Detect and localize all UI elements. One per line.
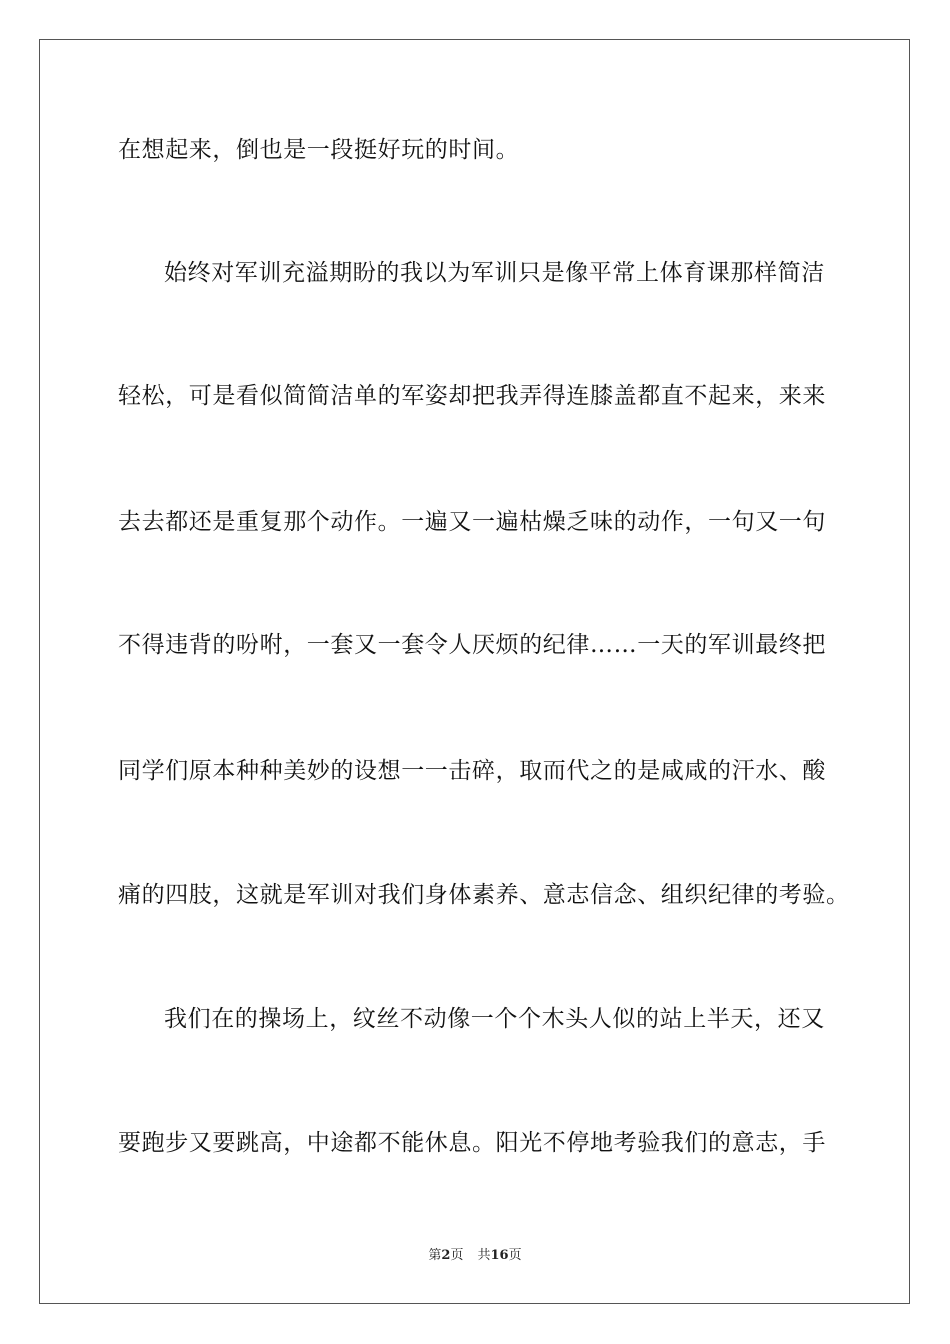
text-line-5: 不得违背的吩咐，一套又一套令人厌烦的纪律……一天的军训最终把 bbox=[118, 632, 826, 658]
page-suffix: 页 bbox=[450, 1248, 464, 1263]
total-prefix: 共 bbox=[477, 1248, 491, 1263]
text-line-8: 我们在的操场上，纹丝不动像一个个木头人似的站上半天，还又 bbox=[164, 1006, 825, 1032]
text-line-2: 始终对军训充溢期盼的我以为军训只是像平常上体育课那样简洁 bbox=[164, 260, 825, 286]
text-line-1: 在想起来，倒也是一段挺好玩的时间。 bbox=[118, 137, 520, 163]
page-footer bbox=[0, 1247, 950, 1265]
text-line-6: 同学们原本种种美妙的设想一一击碎，取而代之的是咸咸的汗水、酸 bbox=[118, 758, 826, 784]
page-number: 2 bbox=[441, 1248, 451, 1263]
page-border bbox=[39, 39, 910, 1304]
text-line-7: 痛的四肢，这就是军训对我们身体素养、意志信念、组织纪律的考验。 bbox=[118, 882, 850, 908]
page-prefix: 第 bbox=[428, 1248, 442, 1263]
total-suffix: 页 bbox=[508, 1248, 522, 1263]
total-pages: 16 bbox=[490, 1248, 509, 1263]
text-line-3: 轻松，可是看似简简洁单的军姿却把我弄得连膝盖都直不起来，来来 bbox=[118, 383, 826, 409]
text-line-4: 去去都还是重复那个动作。一遍又一遍枯燥乏味的动作，一句又一句 bbox=[118, 509, 826, 535]
text-line-9: 要跑步又要跳高，中途都不能休息。阳光不停地考验我们的意志，手 bbox=[118, 1130, 826, 1156]
